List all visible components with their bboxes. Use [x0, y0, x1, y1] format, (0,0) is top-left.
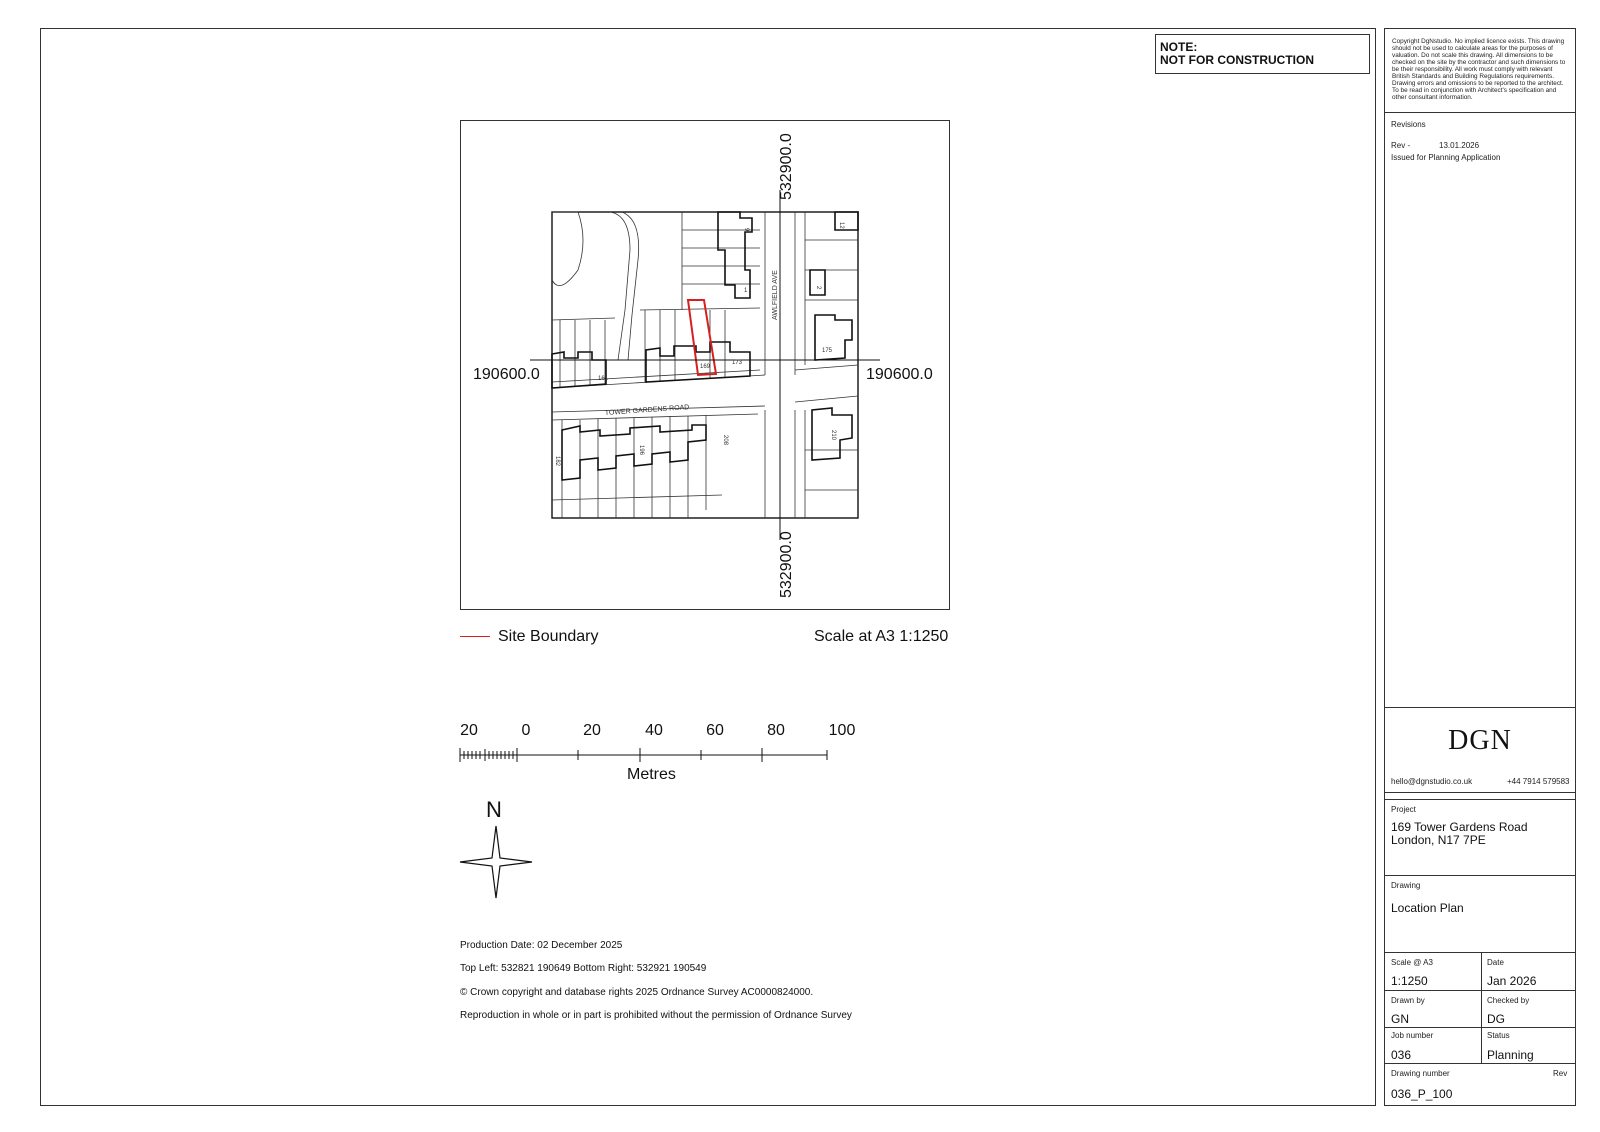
coord-label-top: 532900.0 [778, 133, 795, 200]
drawn-by-label: Drawn by [1391, 996, 1425, 1005]
road-edge [795, 396, 858, 402]
map-extent-text: Top Left: 532821 190649 Bottom Right: 532921 190549 [460, 963, 707, 974]
studio-email: hello@dgnstudio.co.uk [1391, 777, 1473, 786]
house-number-9: 9 [743, 228, 749, 232]
date-value: Jan 2026 [1487, 974, 1537, 988]
open-space-outline [552, 212, 583, 286]
studio-logo: DGN [1448, 725, 1512, 756]
scalebar-label-80: 80 [767, 722, 785, 739]
production-date: Production Date: 02 December 2025 [460, 940, 623, 951]
street-label-awlfield: AWLFIELD AVE [772, 270, 779, 320]
legend-site-boundary: Site Boundary [498, 628, 599, 645]
scalebar-unit: Metres [627, 766, 676, 783]
legend-scale: Scale at A3 1:1250 [814, 628, 949, 645]
house-number-208: 208 [722, 435, 728, 446]
coord-label-bottom: 532900.0 [778, 531, 795, 598]
copyright-disclaimer: Copyright DgNstudio. No implied licence exists. This drawing should not be used to calculate areas for the purposes of valuation. Do not scale this drawing. All dimensions to be checked on the site by the contractor and such dimensions to be their responsibility. All work must comply with relevant British Standards and Building Regulations requirements. Drawing errors and omissions to be reported to the architect. To be read in conjunction with Architect's specification and other consultant information. [1392, 38, 1566, 101]
drawing-title: Location Plan [1391, 901, 1464, 915]
scalebar-label-100: 100 [828, 722, 856, 739]
title-block [1384, 28, 1576, 1106]
plot-line [552, 414, 758, 420]
coord-label-right: 190600.0 [866, 366, 933, 383]
scalebar-label-60: 60 [706, 722, 724, 739]
revision-rev: Rev - [1391, 141, 1411, 150]
scale-value: 1:1250 [1391, 974, 1428, 988]
road-edge [795, 365, 858, 370]
divider [1385, 952, 1575, 953]
divider [1385, 799, 1575, 800]
house-number-175: 175 [822, 348, 833, 354]
house-number-1: 1 [744, 288, 748, 294]
divider [1481, 952, 1482, 1063]
drawing-label: Drawing [1391, 881, 1421, 890]
date-label: Date [1487, 958, 1504, 967]
path-outline-2 [622, 212, 639, 360]
building-outline [810, 270, 825, 295]
project-label: Project [1391, 805, 1416, 814]
revision-date: 13.01.2026 [1439, 141, 1480, 150]
path-outline [610, 212, 630, 360]
project-address-line2: London, N17 7PE [1391, 833, 1486, 847]
house-number-196: 196 [638, 445, 644, 456]
copyright-notice: © Crown copyright and database rights 2025 Ordnance Survey AC0000824000. [460, 987, 814, 998]
scale-bar [455, 745, 835, 765]
street-label-tower-gardens: TOWER GARDENS ROAD [604, 404, 690, 417]
revision-description: Issued for Planning Application [1391, 153, 1501, 162]
status-value: Planning [1487, 1048, 1534, 1062]
divider [1385, 1027, 1575, 1028]
divider [1385, 875, 1575, 876]
house-number-161: 161 [598, 376, 609, 382]
plot-line [552, 495, 722, 500]
status-label: Status [1487, 1031, 1510, 1040]
note-text: NOT FOR CONSTRUCTION [1160, 53, 1314, 67]
north-arrow-icon [458, 824, 534, 900]
studio-phone: +44 7914 579583 [1507, 777, 1570, 786]
north-label: N [486, 797, 502, 822]
drawn-by-value: GN [1391, 1012, 1409, 1026]
rev-column-label: Rev [1553, 1069, 1568, 1078]
divider [1385, 990, 1575, 991]
drawing-number-label: Drawing number [1391, 1069, 1450, 1078]
note-box [1155, 34, 1370, 74]
checked-by-value: DG [1487, 1012, 1505, 1026]
drawing-number-value: 036_P_100 [1391, 1087, 1453, 1101]
revisions-label: Revisions [1391, 120, 1426, 129]
divider [1385, 792, 1575, 793]
house-number-169: 169 [700, 364, 711, 370]
house-number-182: 182 [554, 456, 560, 467]
house-number-173: 173 [732, 360, 743, 366]
legend-line [460, 636, 490, 637]
location-map [460, 120, 950, 610]
building-outline [815, 315, 852, 360]
job-number-value: 036 [1391, 1048, 1412, 1062]
divider [1385, 112, 1575, 113]
scalebar-label-0: 0 [521, 722, 531, 739]
scalebar-label-40: 40 [645, 722, 663, 739]
road-edge [552, 370, 760, 382]
house-number-210: 210 [830, 430, 836, 441]
plot-line [640, 308, 760, 310]
divider [1385, 707, 1575, 708]
scalebar-label-20-left: 20 [460, 722, 478, 739]
coord-label-left: 190600.0 [473, 366, 540, 383]
divider [1385, 1063, 1575, 1064]
reproduction-notice: Reproduction in whole or in part is prohibited without the permission of Ordnance Survey [460, 1010, 852, 1021]
checked-by-label: Checked by [1487, 996, 1530, 1005]
note-title: NOTE: [1160, 40, 1198, 54]
house-number-12: 12 [838, 222, 844, 229]
building-outline [718, 212, 752, 298]
plot-line [552, 318, 615, 320]
scalebar-label-20: 20 [583, 722, 601, 739]
house-number-2: 2 [815, 286, 821, 290]
job-number-label: Job number [1391, 1031, 1434, 1040]
project-address-line1: 169 Tower Gardens Road [1391, 820, 1528, 834]
scale-label: Scale @ A3 [1391, 958, 1433, 967]
